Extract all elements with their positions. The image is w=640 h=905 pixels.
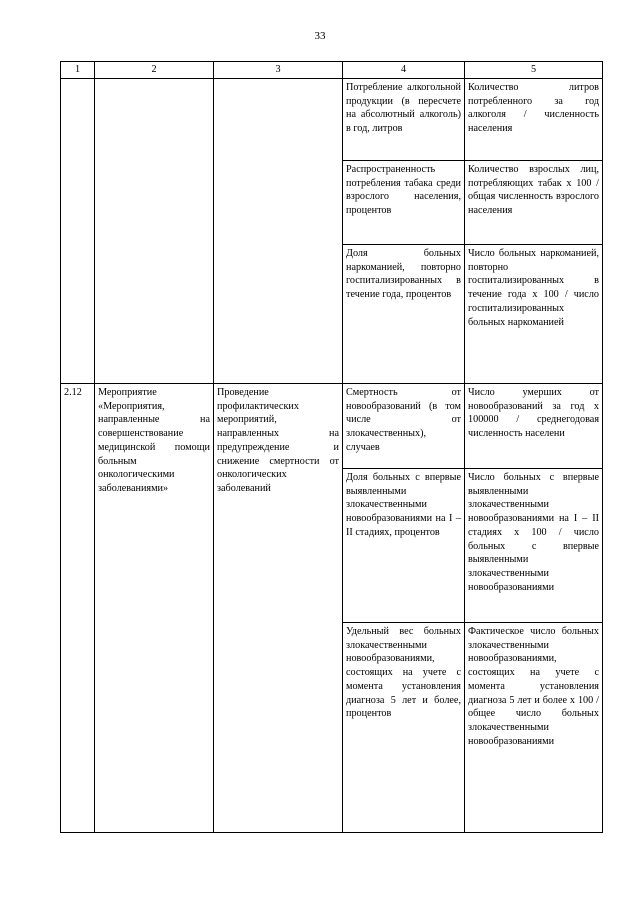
indicator-formula: Фактическое число больных злокачественными новообразованиями, состоящих на учете с момента установления диагноза 5 лет и более х 100 / общее число больных злокачественными новообразованиями [465, 623, 603, 833]
measure-cell: Проведение профилактических мероприятий, направленных на предупреждение и снижение смертности от онкологических заболеваний [214, 384, 343, 833]
col-header-5: 5 [465, 62, 603, 79]
indicator-formula: Количество взрослых лиц, потребляющих табак х 100 / общая численность взрослого населения [465, 161, 603, 245]
event-cell [95, 79, 214, 384]
col-header-4: 4 [343, 62, 465, 79]
event-cell: Мероприятие «Мероприятия, направленные на совершенствование медицинской помощи больным онкологическими заболеваниями» [95, 384, 214, 833]
col-header-1: 1 [61, 62, 95, 79]
table-row [61, 384, 603, 469]
table-row [61, 79, 603, 161]
col-header-2: 2 [95, 62, 214, 79]
row-number-cell: 2.12 [61, 384, 95, 833]
indicator-formula: Количество литров потребленного за год алкоголя / численность населения [465, 79, 603, 161]
indicator-formula: Число умерших от новообразований за год х 100000 / среднегодовая численность населени [465, 384, 603, 469]
indicator-name: Потребление алкогольной продукции (в пересчете на абсолютный алкоголь) в год, литров [343, 79, 465, 161]
indicator-formula: Число больных с впервые выявленными злокачественными новообразованиями на I – II стадиях х 100 / число больных с впервые выявленными злокачественными новообразованиями [465, 469, 603, 623]
indicator-name: Удельный вес больных злокачественными новообразованиями, состоящих на учете с момента установления диагноза 5 лет и более, процентов [343, 623, 465, 833]
page-number: 33 [314, 30, 326, 42]
indicator-name: Смертность от новообразований (в том числе от злокачественных), случаев [343, 384, 465, 469]
indicators-table [60, 61, 603, 833]
indicator-name: Доля больных с впервые выявленными злокачественными новообразованиями на I – II стадиях, процентов [343, 469, 465, 623]
col-header-3: 3 [214, 62, 343, 79]
indicator-formula: Число больных наркоманией, повторно госпитализированных в течение года х 100 / число госпитализированных больных наркоманией [465, 245, 603, 384]
row-number-cell [61, 79, 95, 384]
header-row [61, 62, 603, 79]
indicator-name: Распространенность потребления табака среди взрослого населения, процентов [343, 161, 465, 245]
measure-cell [214, 79, 343, 384]
indicator-name: Доля больных наркоманией, повторно госпитализированных в течение года, процентов [343, 245, 465, 384]
